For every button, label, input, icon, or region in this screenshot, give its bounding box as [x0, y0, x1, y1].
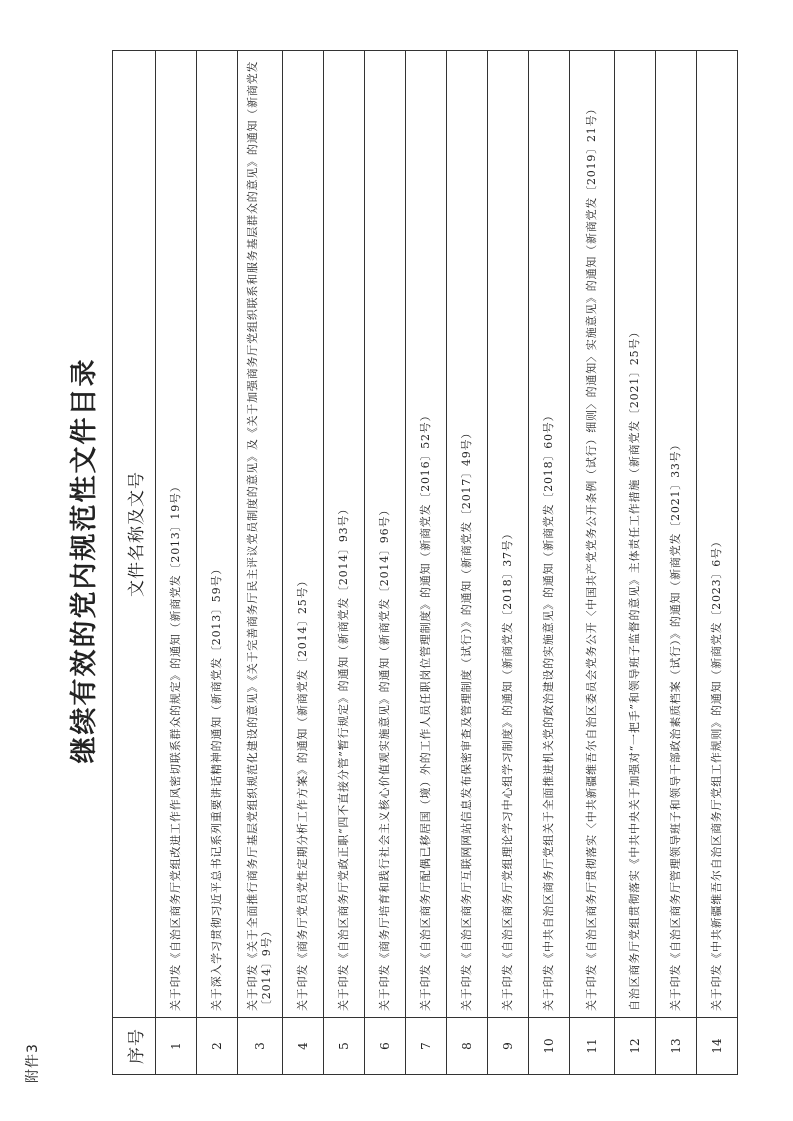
table-row	[324, 51, 365, 1075]
document-name: 关于印发《商务厅党员党性定期分析工作方案》的通知（新商党发〔2014〕25号）	[283, 51, 324, 1018]
table-row	[156, 51, 197, 1075]
row-number: 9	[488, 1018, 529, 1075]
row-number: 7	[406, 1018, 447, 1075]
document-name: 自治区商务厅党组贯彻落实《中共中央关于加强对“一把手”和领导班子监督的意见》主体责任工作措施（新商党发〔2021〕25号）	[615, 51, 656, 1018]
document-name: 关于印发《自治区商务厅贯彻落实〈中共新疆维吾尔自治区委员会党务公开〈中国共产党党务公开条例（试行）细则〉的通知〉实施意见》的通知（新商党发〔2019〕21号）	[570, 51, 615, 1018]
table-row	[365, 51, 406, 1075]
page-title: 继续有效的党内规范性文件目录	[69, 357, 100, 764]
table-row	[238, 51, 283, 1075]
document-name: 关于印发《自治区商务厅党政正职“四不直接分管”暂行规定》的通知（新商党发〔2014〕93号）	[324, 51, 365, 1018]
table-row	[406, 51, 447, 1075]
document-name: 关于印发《中共新疆维吾尔自治区商务厅党组工作规则》的通知（新商党发〔2023〕6号）	[697, 51, 738, 1018]
row-number: 3	[238, 1018, 283, 1075]
document-name: 关于印发《自治区商务厅党组改进工作作风密切联系群众的规定》的通知（新商党发〔2013〕19号）	[156, 51, 197, 1018]
document-name: 关于印发《关于全面推行商务厅基层党组织规范化建设的意见》《关于完善商务厅民主评议党员制度的意见》及《关于加强商务厅党组织联系和服务基层群众的意见》的通知（新商党发〔2014〕9号）	[238, 51, 283, 1018]
row-number: 12	[615, 1018, 656, 1075]
table-row	[197, 51, 238, 1075]
document-name: 关于印发《中共自治区商务厅党组关于全面推进机关党的政治建设的实施意见》的通知（新商党发〔2018〕60号）	[529, 51, 570, 1018]
attachment-label: 附件3	[25, 1043, 41, 1083]
row-number: 5	[324, 1018, 365, 1075]
row-number: 1	[156, 1018, 197, 1075]
row-number: 11	[570, 1018, 615, 1075]
document-name: 关于印发《商务厅培育和践行社会主义核心价值观实施意见》的通知（新商党发〔2014〕96号）	[365, 51, 406, 1018]
row-number: 13	[656, 1018, 697, 1075]
table-row	[697, 51, 738, 1075]
document-name: 关于印发《自治区商务厅管理领导班子和领导干部政治素质档案（试行）》的通知（新商党发〔2021〕33号）	[656, 51, 697, 1018]
document-catalog-table	[112, 50, 738, 1075]
header-document-name: 文件名称及文号	[113, 51, 156, 1018]
row-number: 4	[283, 1018, 324, 1075]
table-row	[570, 51, 615, 1075]
document-name: 关于深入学习贯彻习近平总书记系列重要讲话精神的通知（新商党发〔2013〕59号）	[197, 51, 238, 1018]
table-row	[488, 51, 529, 1075]
document-name: 关于印发《自治区商务厅互联网网站信息发布保密审查及管理制度（试行）》的通知（新商党发〔2017〕49号）	[447, 51, 488, 1018]
row-number: 14	[697, 1018, 738, 1075]
table-row	[615, 51, 656, 1075]
table-row	[529, 51, 570, 1075]
table-row	[447, 51, 488, 1075]
table-header-row	[113, 51, 156, 1075]
table-row	[283, 51, 324, 1075]
header-number: 序号	[113, 1018, 156, 1075]
table-row	[656, 51, 697, 1075]
row-number: 2	[197, 1018, 238, 1075]
document-name: 关于印发《自治区商务厅党组理论学习中心组学习制度》的通知（新商党发〔2018〕37号）	[488, 51, 529, 1018]
row-number: 10	[529, 1018, 570, 1075]
document-name: 关于印发《自治区商务厅配偶已移居国（境）外的工作人员任职岗位管理制度》的通知（新商党发〔2016〕52号）	[406, 51, 447, 1018]
row-number: 8	[447, 1018, 488, 1075]
row-number: 6	[365, 1018, 406, 1075]
